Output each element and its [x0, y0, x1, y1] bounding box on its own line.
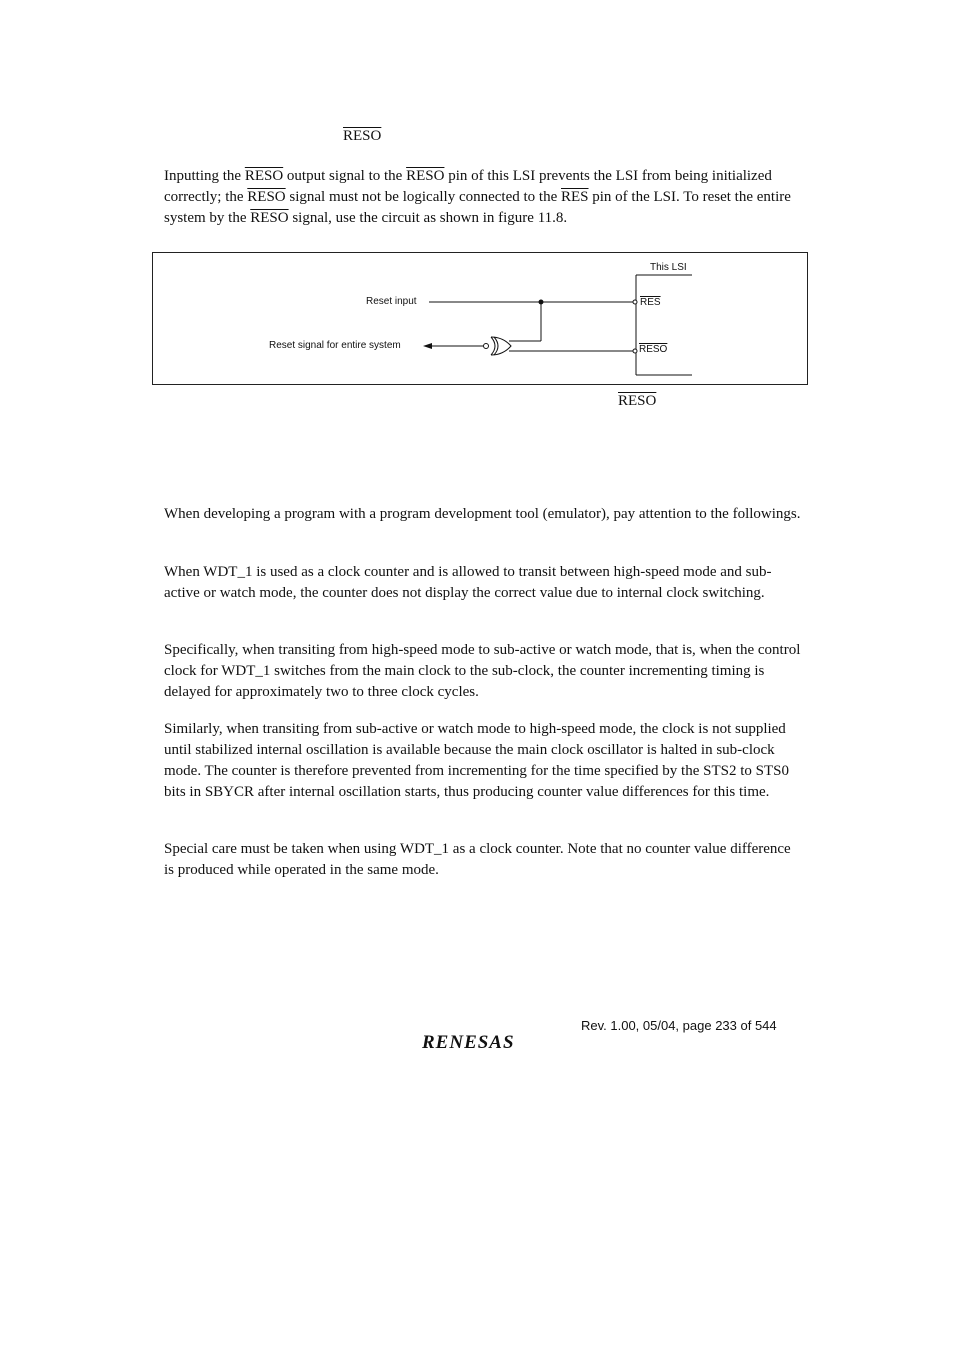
text-run: pin of this LSI prevents the LSI from being initialized correctly; the	[164, 168, 772, 205]
nor-gate-body	[491, 337, 511, 355]
nor-gate-bubble	[484, 344, 489, 349]
res-pin-label: $\overline{RES}$	[640, 297, 661, 308]
this-lsi-label: This LSI	[650, 262, 687, 273]
text-run: pin of the LSI. To reset the entire system by the	[164, 189, 791, 226]
output-arrowhead	[423, 343, 432, 349]
section-heading: RESO	[343, 128, 382, 144]
text-run: output signal to the	[283, 168, 407, 184]
paragraph-5: Special care must be taken when using WDT_1 as a clock counter. Note that no counter value difference is produced while operated in the same mode.	[164, 841, 791, 878]
res-pin-circle	[633, 300, 637, 304]
circuit-diagram	[152, 252, 808, 385]
paragraph-2: When WDT_1 is used as a clock counter and is allowed to transit between high-speed mode and sub-active or watch mode, the counter does not display the correct value due to internal clock switching.	[164, 564, 772, 601]
reset-input-label: Reset input	[366, 296, 417, 307]
text-run: Inputting the	[164, 168, 245, 184]
circuit-drawing	[153, 253, 809, 386]
reset-signal-label: Reset signal for entire system	[269, 340, 401, 351]
text-run: signal, use the circuit as shown in figure 11.8.	[288, 210, 568, 226]
junction-dot	[539, 300, 544, 305]
renesas-logo: RENESAS	[422, 1032, 515, 1053]
reso-signal-name: RESO	[406, 168, 445, 184]
reso-signal-name: RESO	[250, 210, 289, 226]
reso-pin-circle	[633, 349, 637, 353]
nor-gate-back	[491, 337, 495, 355]
intro-paragraph	[164, 166, 804, 229]
reso-pin-label: RESO	[639, 344, 668, 355]
res-pin-name: $\overline{RES}$	[561, 189, 589, 205]
reso-signal-name: RESO	[244, 168, 284, 184]
paragraph-3: Specifically, when transiting from high-speed mode to sub-active or watch mode, that is, when the control clock for WDT_1 switches from the main clock to the sub-clock, the counter incrementing timing is delayed for approximately two to three clock cycles.	[164, 642, 801, 700]
text-run: signal must not be logically connected to the	[285, 189, 561, 205]
page-info: Rev. 1.00, 05/04, page 233 of 544	[581, 1018, 777, 1033]
paragraph-1: When developing a program with a program development tool (emulator), pay attention to the followings.	[164, 506, 801, 522]
paragraph-4: Similarly, when transiting from sub-active or watch mode to high-speed mode, the clock is not supplied until stabilized internal oscillation is available because the main clock oscillator is halted in sub-clock mode. The counter is therefore prevented from incrementing for the time specified by the STS2 to STS0 bits in SBYCR after internal oscillation starts, thus producing counter value differences for this time.	[164, 721, 789, 800]
reso-signal-name: RESO	[247, 189, 286, 205]
figure-caption: RESO	[618, 393, 657, 409]
